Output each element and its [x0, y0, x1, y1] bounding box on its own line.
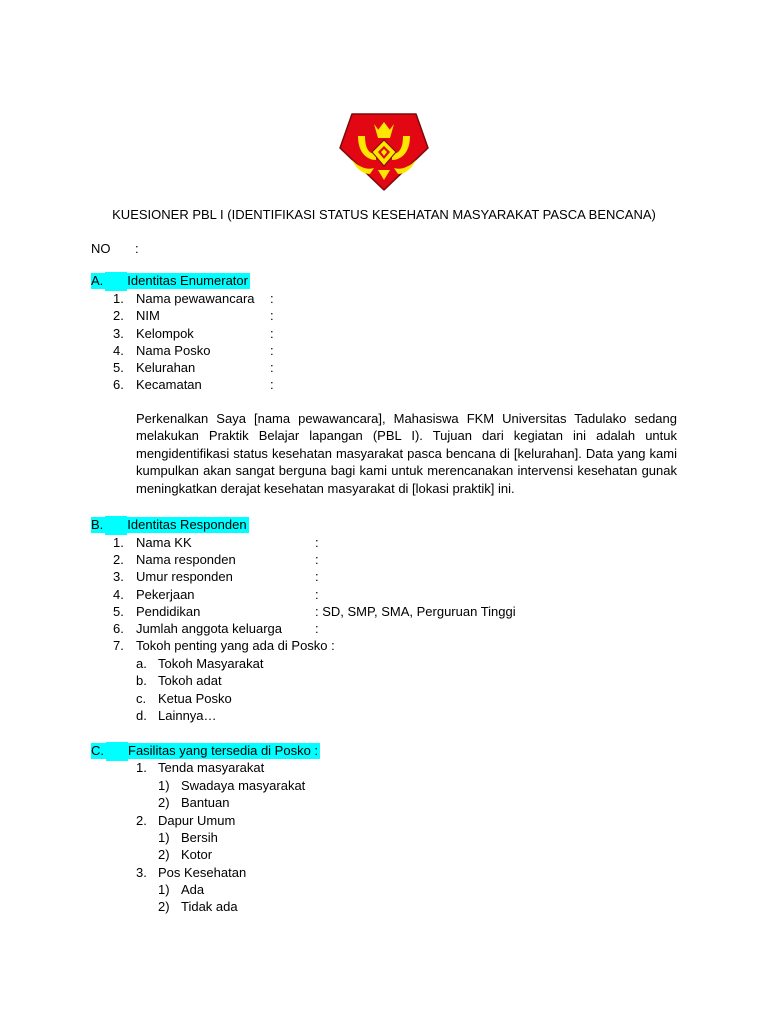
list-item-label: Pendidikan [136, 604, 201, 619]
list-item-number: 5. [113, 360, 124, 375]
option-label: Kotor [181, 847, 213, 862]
option-label: Tidak ada [181, 899, 238, 914]
list-item-label: NIM [136, 308, 160, 323]
option-number: 2) [158, 847, 170, 862]
option-number: 2) [158, 899, 170, 914]
list-item-number: 2. [136, 813, 147, 828]
section-a-letter: A. [91, 273, 104, 288]
list-item-label: Nama Posko [136, 343, 211, 358]
section-b-title: Identitas Responden [127, 517, 247, 532]
list-item-label: Kecamatan [136, 377, 202, 392]
list-item-colon: : [270, 291, 274, 306]
sub-item-label: Lainnya… [158, 708, 217, 723]
list-item-colon: : [270, 326, 274, 341]
section-b-heading [91, 516, 249, 535]
section-c-heading [91, 742, 320, 761]
list-item-number: 3. [113, 326, 124, 341]
option-label: Swadaya masyarakat [181, 778, 306, 793]
option-label: Bantuan [181, 795, 230, 810]
list-item-number: 3. [136, 865, 147, 880]
list-item-colon: : [270, 360, 274, 375]
intro-paragraph: Perkenalkan Saya [nama pewawancara], Mahasiswa FKM Universitas Tadulako sedang melakukan Praktik Belajar lapangan (PBL I). Tujuan dari kegiatan ini adalah untuk mengidentifikasi status kesehatan masyarakat pasca bencana di [kelurahan]. Data yang kami kumpulkan akan sangat berguna bagi kami untuk merencanakan intervensi kesehatan gunak meningkatkan derajat kesehatan masyarakat di [lokasi praktik] ini. [136, 411, 677, 496]
list-item-number: 2. [113, 308, 124, 323]
list-item-label: Pekerjaan [136, 587, 195, 602]
sub-item-letter: b. [136, 673, 147, 688]
list-item-label: Umur responden [136, 569, 233, 584]
option-label: Bersih [181, 830, 218, 845]
list-item-value: : [315, 535, 319, 550]
list-item-number: 6. [113, 377, 124, 392]
list-item-value: : SD, SMP, SMA, Perguruan Tinggi [315, 604, 516, 619]
list-item-value: : [315, 569, 319, 584]
list-item-number: 1. [136, 760, 147, 775]
list-item-value: : [315, 552, 319, 567]
list-item-label: Nama responden [136, 552, 236, 567]
list-item-colon: : [270, 377, 274, 392]
sub-item-letter: d. [136, 708, 147, 723]
list-item-number: 3. [113, 569, 124, 584]
sub-item-letter: c. [136, 691, 147, 706]
section-c-letter: C. [91, 743, 104, 758]
option-number: 1) [158, 778, 170, 793]
document-title: KUESIONER PBL I (IDENTIFIKASI STATUS KESEHATAN MASYARAKAT PASCA BENCANA) [112, 207, 656, 222]
list-item-label: Nama KK [136, 535, 192, 550]
list-item-label: Kelurahan [136, 360, 196, 375]
no-colon: : [135, 241, 139, 256]
sub-item-label: Tokoh adat [158, 673, 222, 688]
list-item-number: 4. [113, 587, 124, 602]
list-item-value: : [315, 621, 319, 636]
list-item-number: 5. [113, 604, 124, 619]
section-b-letter: B. [91, 517, 104, 532]
list-item-label: Pos Kesehatan [158, 865, 247, 880]
section-c-title: Fasilitas yang tersedia di Posko : [128, 743, 319, 758]
option-label: Ada [181, 882, 205, 897]
option-number: 1) [158, 830, 170, 845]
list-item-label: Nama pewawancara [136, 291, 255, 306]
section-a-heading [91, 272, 250, 291]
option-number: 2) [158, 795, 170, 810]
list-item-value: : [315, 587, 319, 602]
list-item-colon: : [270, 308, 274, 323]
list-item-number: 7. [113, 638, 124, 653]
section-a-title: Identitas Enumerator [127, 273, 248, 288]
option-number: 1) [158, 882, 170, 897]
list-item-colon: : [270, 343, 274, 358]
list-item-label: Dapur Umum [158, 813, 236, 828]
list-item-label: Jumlah anggota keluarga [136, 621, 282, 636]
list-item-number: 2. [113, 552, 124, 567]
list-item-number: 6. [113, 621, 124, 636]
list-item-number: 1. [113, 535, 124, 550]
sub-item-letter: a. [136, 656, 147, 671]
list-item-label: Tokoh penting yang ada di Posko : [136, 638, 335, 653]
list-item-number: 1. [113, 291, 124, 306]
list-item-label: Tenda masyarakat [158, 760, 265, 775]
university-logo [338, 108, 430, 192]
no-label: NO [91, 241, 111, 256]
sub-item-label: Tokoh Masyarakat [158, 656, 264, 671]
list-item-number: 4. [113, 343, 124, 358]
list-item-label: Kelompok [136, 326, 194, 341]
sub-item-label: Ketua Posko [158, 691, 232, 706]
